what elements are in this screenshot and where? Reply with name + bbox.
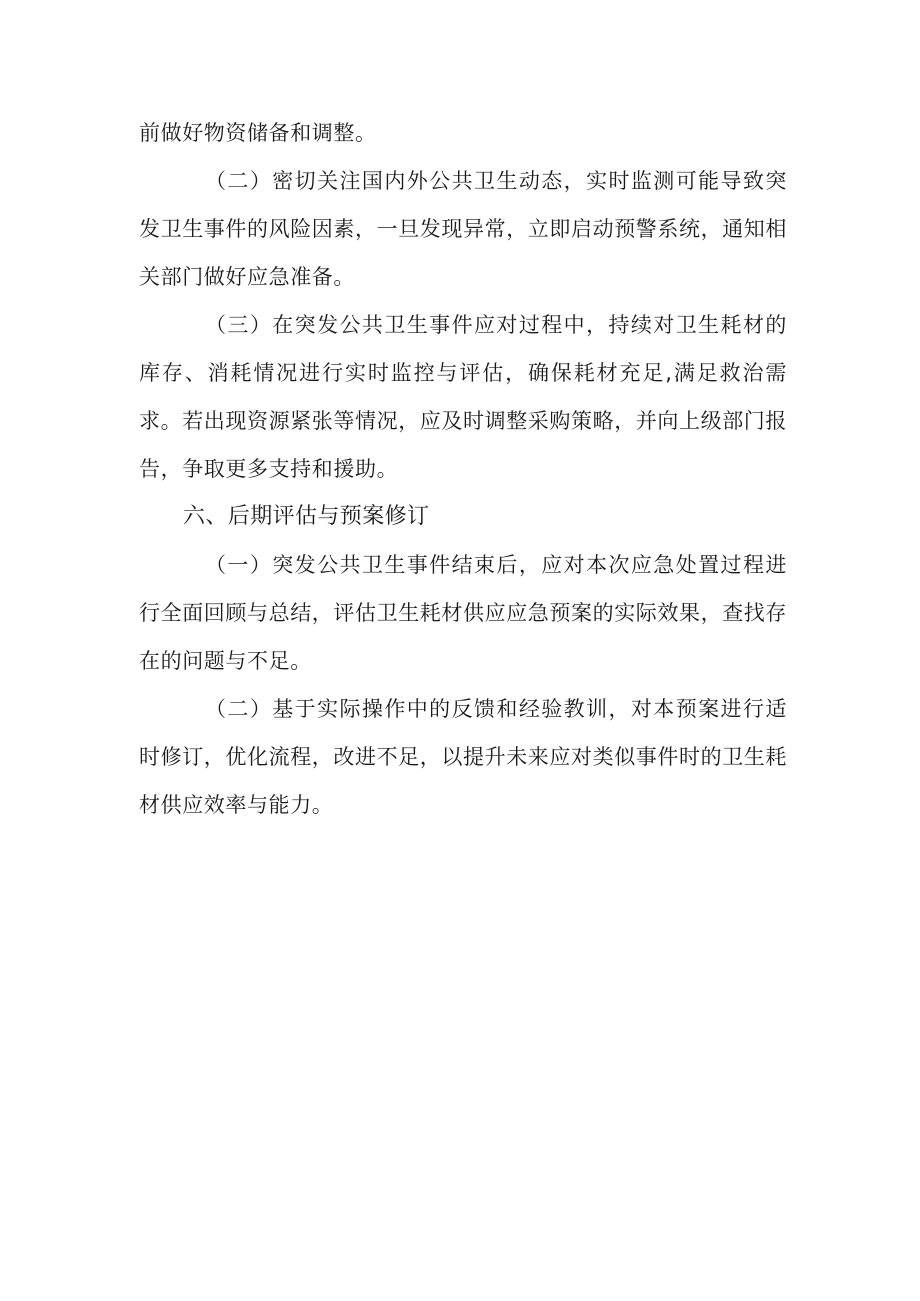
section6-item2-paragraph: （二）基于实际操作中的反馈和经验教训，对本预案进行适时修订，优化流程，改进不足，以提升未来应对类似事件时的卫生耗材供应效率与能力。 <box>139 697 787 817</box>
section6-heading: 六、后期评估与预案修订 <box>183 504 430 529</box>
section5-item2-paragraph: （二）密切关注国内外公共卫生动态，实时监测可能导致突发卫生事件的风险因素，一旦发现异常，立即启动预警系统，通知相关部门做好应急准备。 <box>139 169 787 289</box>
section6-item1-paragraph: （一）突发公共卫生事件结束后，应对本次应急处置过程进行全面回顾与总结，评估卫生耗材供应应急预案的实际效果，查找存在的问题与不足。 <box>139 553 787 673</box>
section5-item3-paragraph: （三）在突发公共卫生事件应对过程中，持续对卫生耗材的库存、消耗情况进行实时监控与评估，确保耗材充足,满足救治需求。若出现资源紧张等情况，应及时调整采购策略，并向上级部门报告，争取更多支持和援助。 <box>139 313 787 481</box>
continuation-paragraph: 前做好物资储备和调整。 <box>139 121 377 145</box>
document-body <box>139 109 787 829</box>
